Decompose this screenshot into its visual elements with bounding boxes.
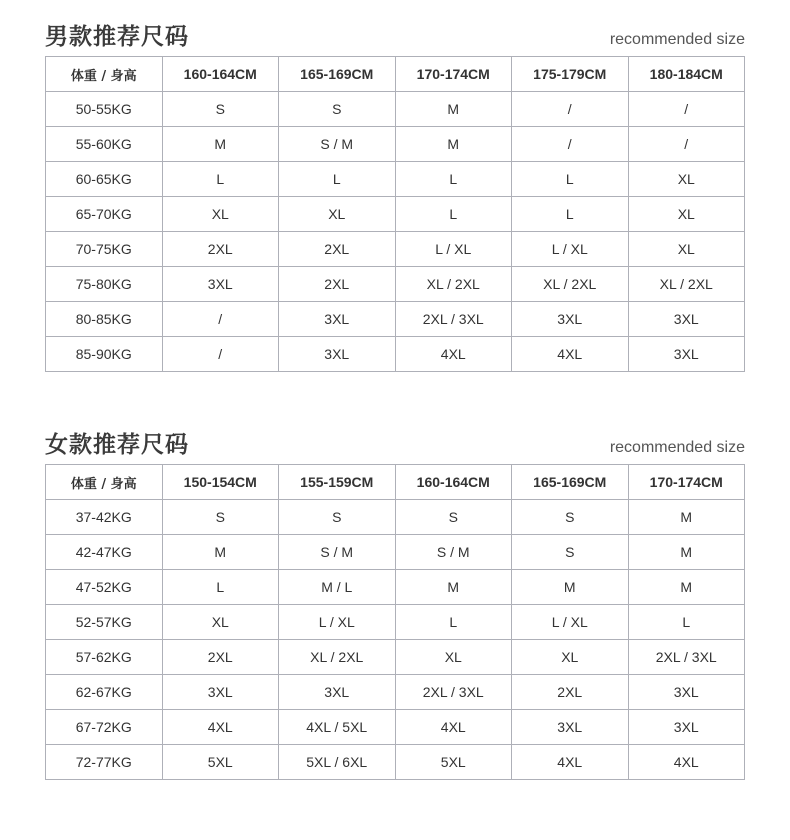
size-cell: S <box>162 500 279 535</box>
size-cell: 4XL / 5XL <box>279 710 396 745</box>
height-column-header: 180-184CM <box>628 57 745 92</box>
size-cell: XL / 2XL <box>628 267 745 302</box>
size-cell: 4XL <box>395 337 512 372</box>
women-section-header <box>45 426 745 464</box>
size-cell: XL <box>512 640 629 675</box>
size-cell: 3XL <box>628 337 745 372</box>
size-cell: 2XL / 3XL <box>628 640 745 675</box>
table-row <box>46 675 745 710</box>
men-section-title: 男款推荐尺码 <box>45 24 189 50</box>
size-cell: XL / 2XL <box>279 640 396 675</box>
size-cell: M <box>628 570 745 605</box>
size-cell: L <box>279 162 396 197</box>
women-section-subtitle: recommended size <box>609 439 745 456</box>
size-cell: L <box>512 162 629 197</box>
size-cell: 3XL <box>162 267 279 302</box>
height-column-header: 160-164CM <box>162 57 279 92</box>
weight-cell: 85-90KG <box>46 337 163 372</box>
size-cell: XL <box>395 640 512 675</box>
table-row <box>46 127 745 162</box>
weight-cell: 70-75KG <box>46 232 163 267</box>
weight-cell: 62-67KG <box>46 675 163 710</box>
size-cell: 2XL <box>162 232 279 267</box>
size-cell: M <box>395 92 512 127</box>
table-row <box>46 162 745 197</box>
size-cell: 3XL <box>279 302 396 337</box>
weight-cell: 60-65KG <box>46 162 163 197</box>
size-cell: 2XL <box>279 232 396 267</box>
size-cell: L / XL <box>512 605 629 640</box>
size-cell: / <box>162 302 279 337</box>
size-cell: / <box>512 127 629 162</box>
size-cell: M <box>628 500 745 535</box>
size-cell: XL <box>162 605 279 640</box>
weight-height-corner-header: 体重 / 身高 <box>46 57 163 92</box>
table-row <box>46 197 745 232</box>
size-cell: M <box>162 535 279 570</box>
size-cell: M <box>628 535 745 570</box>
size-cell: XL / 2XL <box>512 267 629 302</box>
size-cell: S / M <box>279 127 396 162</box>
size-cell: S <box>512 535 629 570</box>
size-cell: 2XL <box>512 675 629 710</box>
table-row <box>46 302 745 337</box>
table-row <box>46 745 745 780</box>
size-cell: XL <box>279 197 396 232</box>
table-row <box>46 92 745 127</box>
size-cell: 2XL / 3XL <box>395 302 512 337</box>
size-cell: S <box>512 500 629 535</box>
size-cell: 3XL <box>628 302 745 337</box>
size-cell: L <box>628 605 745 640</box>
size-cell: L <box>395 605 512 640</box>
weight-cell: 67-72KG <box>46 710 163 745</box>
men-section-subtitle: recommended size <box>609 31 745 48</box>
weight-height-corner-header: 体重 / 身高 <box>46 465 163 500</box>
men-size-table <box>45 56 745 372</box>
size-cell: / <box>512 92 629 127</box>
size-cell: 3XL <box>279 337 396 372</box>
size-cell: 5XL <box>162 745 279 780</box>
size-cell: L / XL <box>279 605 396 640</box>
size-cell: L / XL <box>395 232 512 267</box>
size-cell: 4XL <box>395 710 512 745</box>
size-cell: XL / 2XL <box>395 267 512 302</box>
women-size-section <box>45 426 745 780</box>
table-row <box>46 710 745 745</box>
size-cell: XL <box>628 197 745 232</box>
size-cell: M <box>512 570 629 605</box>
weight-cell: 52-57KG <box>46 605 163 640</box>
weight-cell: 47-52KG <box>46 570 163 605</box>
table-row <box>46 267 745 302</box>
size-cell: S <box>162 92 279 127</box>
size-cell: M <box>395 127 512 162</box>
size-cell: L <box>162 570 279 605</box>
size-cell: S <box>279 500 396 535</box>
size-cell: / <box>628 127 745 162</box>
size-cell: XL <box>628 232 745 267</box>
men-header-row <box>46 57 745 92</box>
weight-cell: 80-85KG <box>46 302 163 337</box>
table-row <box>46 500 745 535</box>
size-cell: 3XL <box>162 675 279 710</box>
table-row <box>46 232 745 267</box>
size-cell: 5XL <box>395 745 512 780</box>
size-cell: S <box>395 500 512 535</box>
table-row <box>46 605 745 640</box>
size-cell: 4XL <box>162 710 279 745</box>
size-cell: L <box>395 162 512 197</box>
size-cell: 4XL <box>512 745 629 780</box>
table-row <box>46 337 745 372</box>
height-column-header: 150-154CM <box>162 465 279 500</box>
size-cell: 3XL <box>628 710 745 745</box>
size-cell: / <box>162 337 279 372</box>
size-cell: M / L <box>279 570 396 605</box>
size-cell: 2XL / 3XL <box>395 675 512 710</box>
height-column-header: 160-164CM <box>395 465 512 500</box>
table-row <box>46 570 745 605</box>
women-section-title: 女款推荐尺码 <box>45 432 189 458</box>
height-column-header: 165-169CM <box>512 465 629 500</box>
women-size-table <box>45 464 745 780</box>
weight-cell: 50-55KG <box>46 92 163 127</box>
size-cell: M <box>162 127 279 162</box>
weight-cell: 37-42KG <box>46 500 163 535</box>
size-cell: M <box>395 570 512 605</box>
weight-cell: 42-47KG <box>46 535 163 570</box>
size-cell: 5XL / 6XL <box>279 745 396 780</box>
size-cell: 2XL <box>162 640 279 675</box>
size-cell: S / M <box>395 535 512 570</box>
weight-cell: 55-60KG <box>46 127 163 162</box>
size-cell: S <box>279 92 396 127</box>
height-column-header: 155-159CM <box>279 465 396 500</box>
size-cell: L <box>512 197 629 232</box>
size-cell: / <box>628 92 745 127</box>
weight-cell: 65-70KG <box>46 197 163 232</box>
weight-cell: 57-62KG <box>46 640 163 675</box>
height-column-header: 175-179CM <box>512 57 629 92</box>
table-row <box>46 535 745 570</box>
size-cell: 3XL <box>512 302 629 337</box>
weight-cell: 72-77KG <box>46 745 163 780</box>
size-cell: XL <box>628 162 745 197</box>
size-cell: S / M <box>279 535 396 570</box>
size-cell: 3XL <box>628 675 745 710</box>
height-column-header: 170-174CM <box>628 465 745 500</box>
height-column-header: 165-169CM <box>279 57 396 92</box>
size-cell: L <box>162 162 279 197</box>
size-cell: 4XL <box>628 745 745 780</box>
size-cell: 3XL <box>279 675 396 710</box>
table-row <box>46 640 745 675</box>
size-cell: L / XL <box>512 232 629 267</box>
size-cell: XL <box>162 197 279 232</box>
size-cell: 4XL <box>512 337 629 372</box>
size-cell: L <box>395 197 512 232</box>
size-cell: 3XL <box>512 710 629 745</box>
height-column-header: 170-174CM <box>395 57 512 92</box>
size-cell: 2XL <box>279 267 396 302</box>
women-header-row <box>46 465 745 500</box>
men-size-section <box>45 18 745 372</box>
men-section-header <box>45 18 745 56</box>
weight-cell: 75-80KG <box>46 267 163 302</box>
